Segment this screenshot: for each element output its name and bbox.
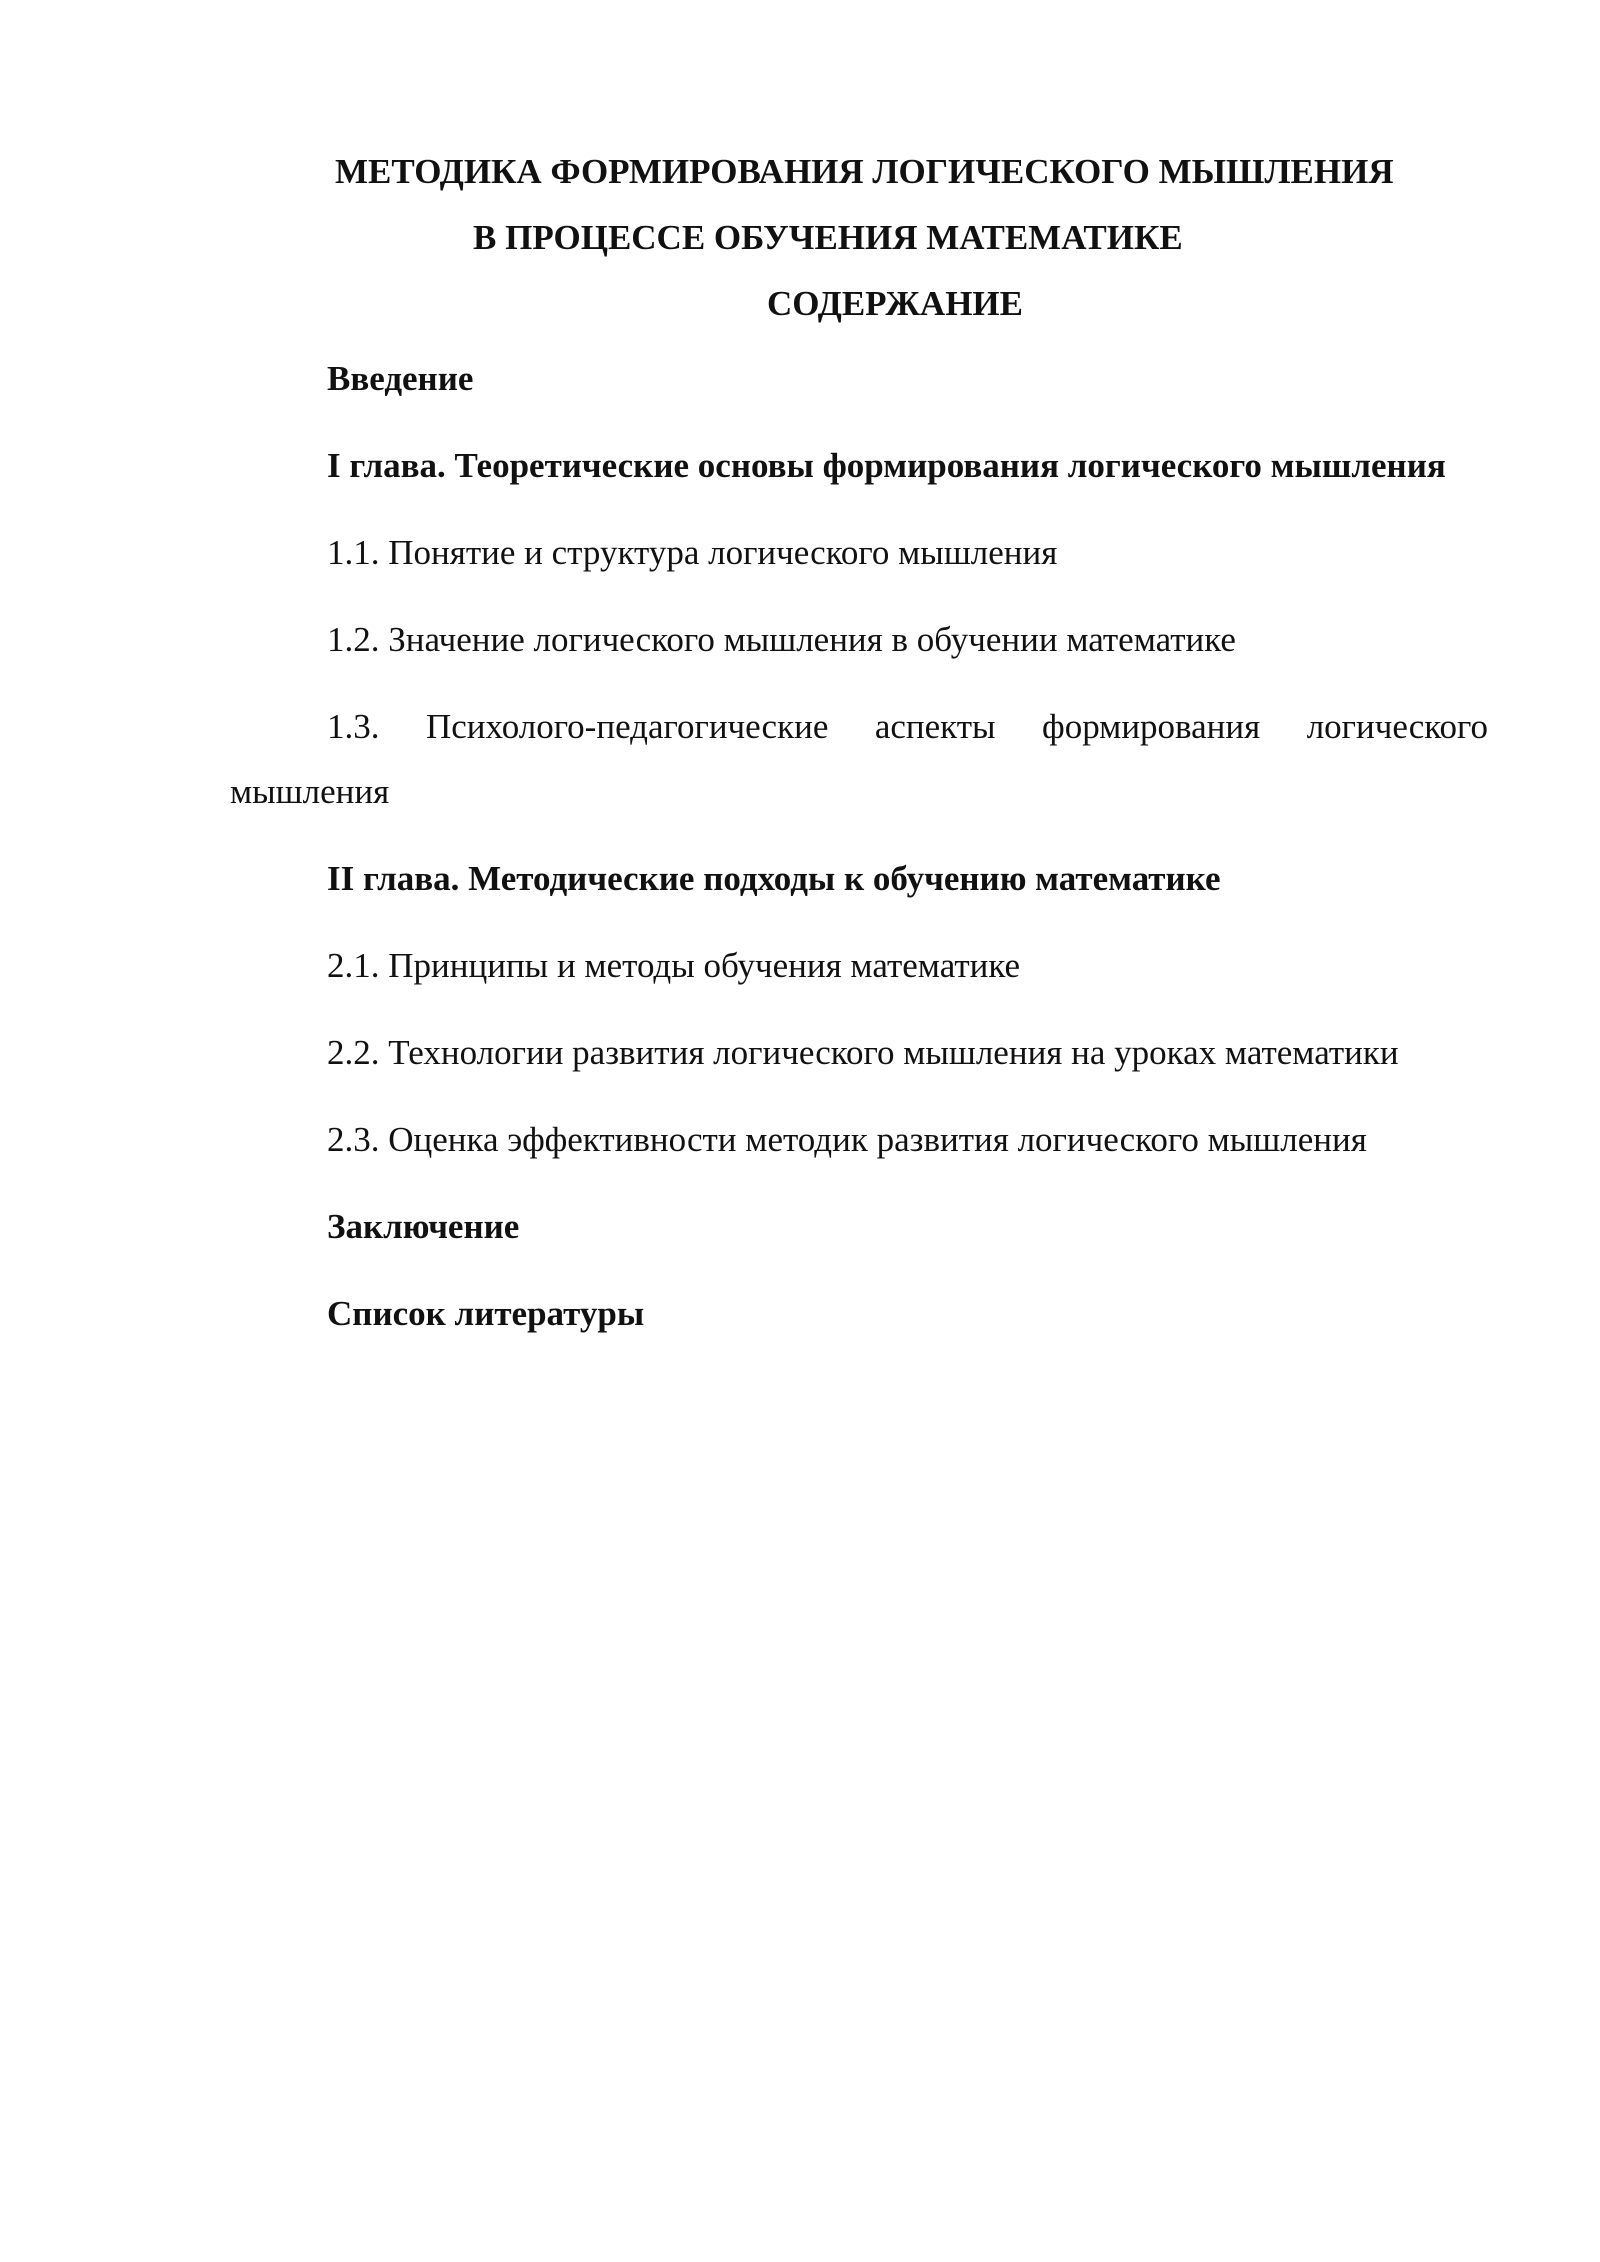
page-content: [230, 150, 1488, 1346]
toc-entry-section-1-2: 1.2. Значение логического мышления в обучении математике: [327, 620, 1236, 659]
contents-heading: СОДЕРЖАНИЕ: [767, 284, 1024, 323]
toc-entry-section-2-3: 2.3. Оценка эффективности методик развития логического мышления: [327, 1120, 1367, 1159]
toc-entry-section-2-1: 2.1. Принципы и методы обучения математике: [327, 946, 1021, 985]
toc-entry-section-2-2: 2.2. Технологии развития логического мышления на уроках математики: [327, 1033, 1399, 1072]
document-title-line-1: МЕТОДИКА ФОРМИРОВАНИЯ ЛОГИЧЕСКОГО МЫШЛЕНИЯ: [335, 152, 1394, 191]
toc-entry-chapter-1: I глава. Теоретические основы формирования логического мышления: [327, 446, 1446, 485]
toc-entry-section-1-1: 1.1. Понятие и структура логического мышления: [327, 533, 1058, 572]
table-of-contents: [230, 346, 1488, 1346]
toc-entry-chapter-2: II глава. Методические подходы к обучению математике: [327, 859, 1221, 898]
toc-entry-introduction: Введение: [327, 359, 474, 398]
toc-entry-conclusion: Заключение: [327, 1207, 520, 1246]
toc-entry-references: Список литературы: [327, 1294, 645, 1333]
document-title-line-2: В ПРОЦЕССЕ ОБУЧЕНИЯ МАТЕМАТИКЕ: [473, 218, 1183, 257]
toc-entry-section-1-3: 1.3. Психолого-педагогические аспекты формирования логического мышления: [230, 707, 1488, 811]
